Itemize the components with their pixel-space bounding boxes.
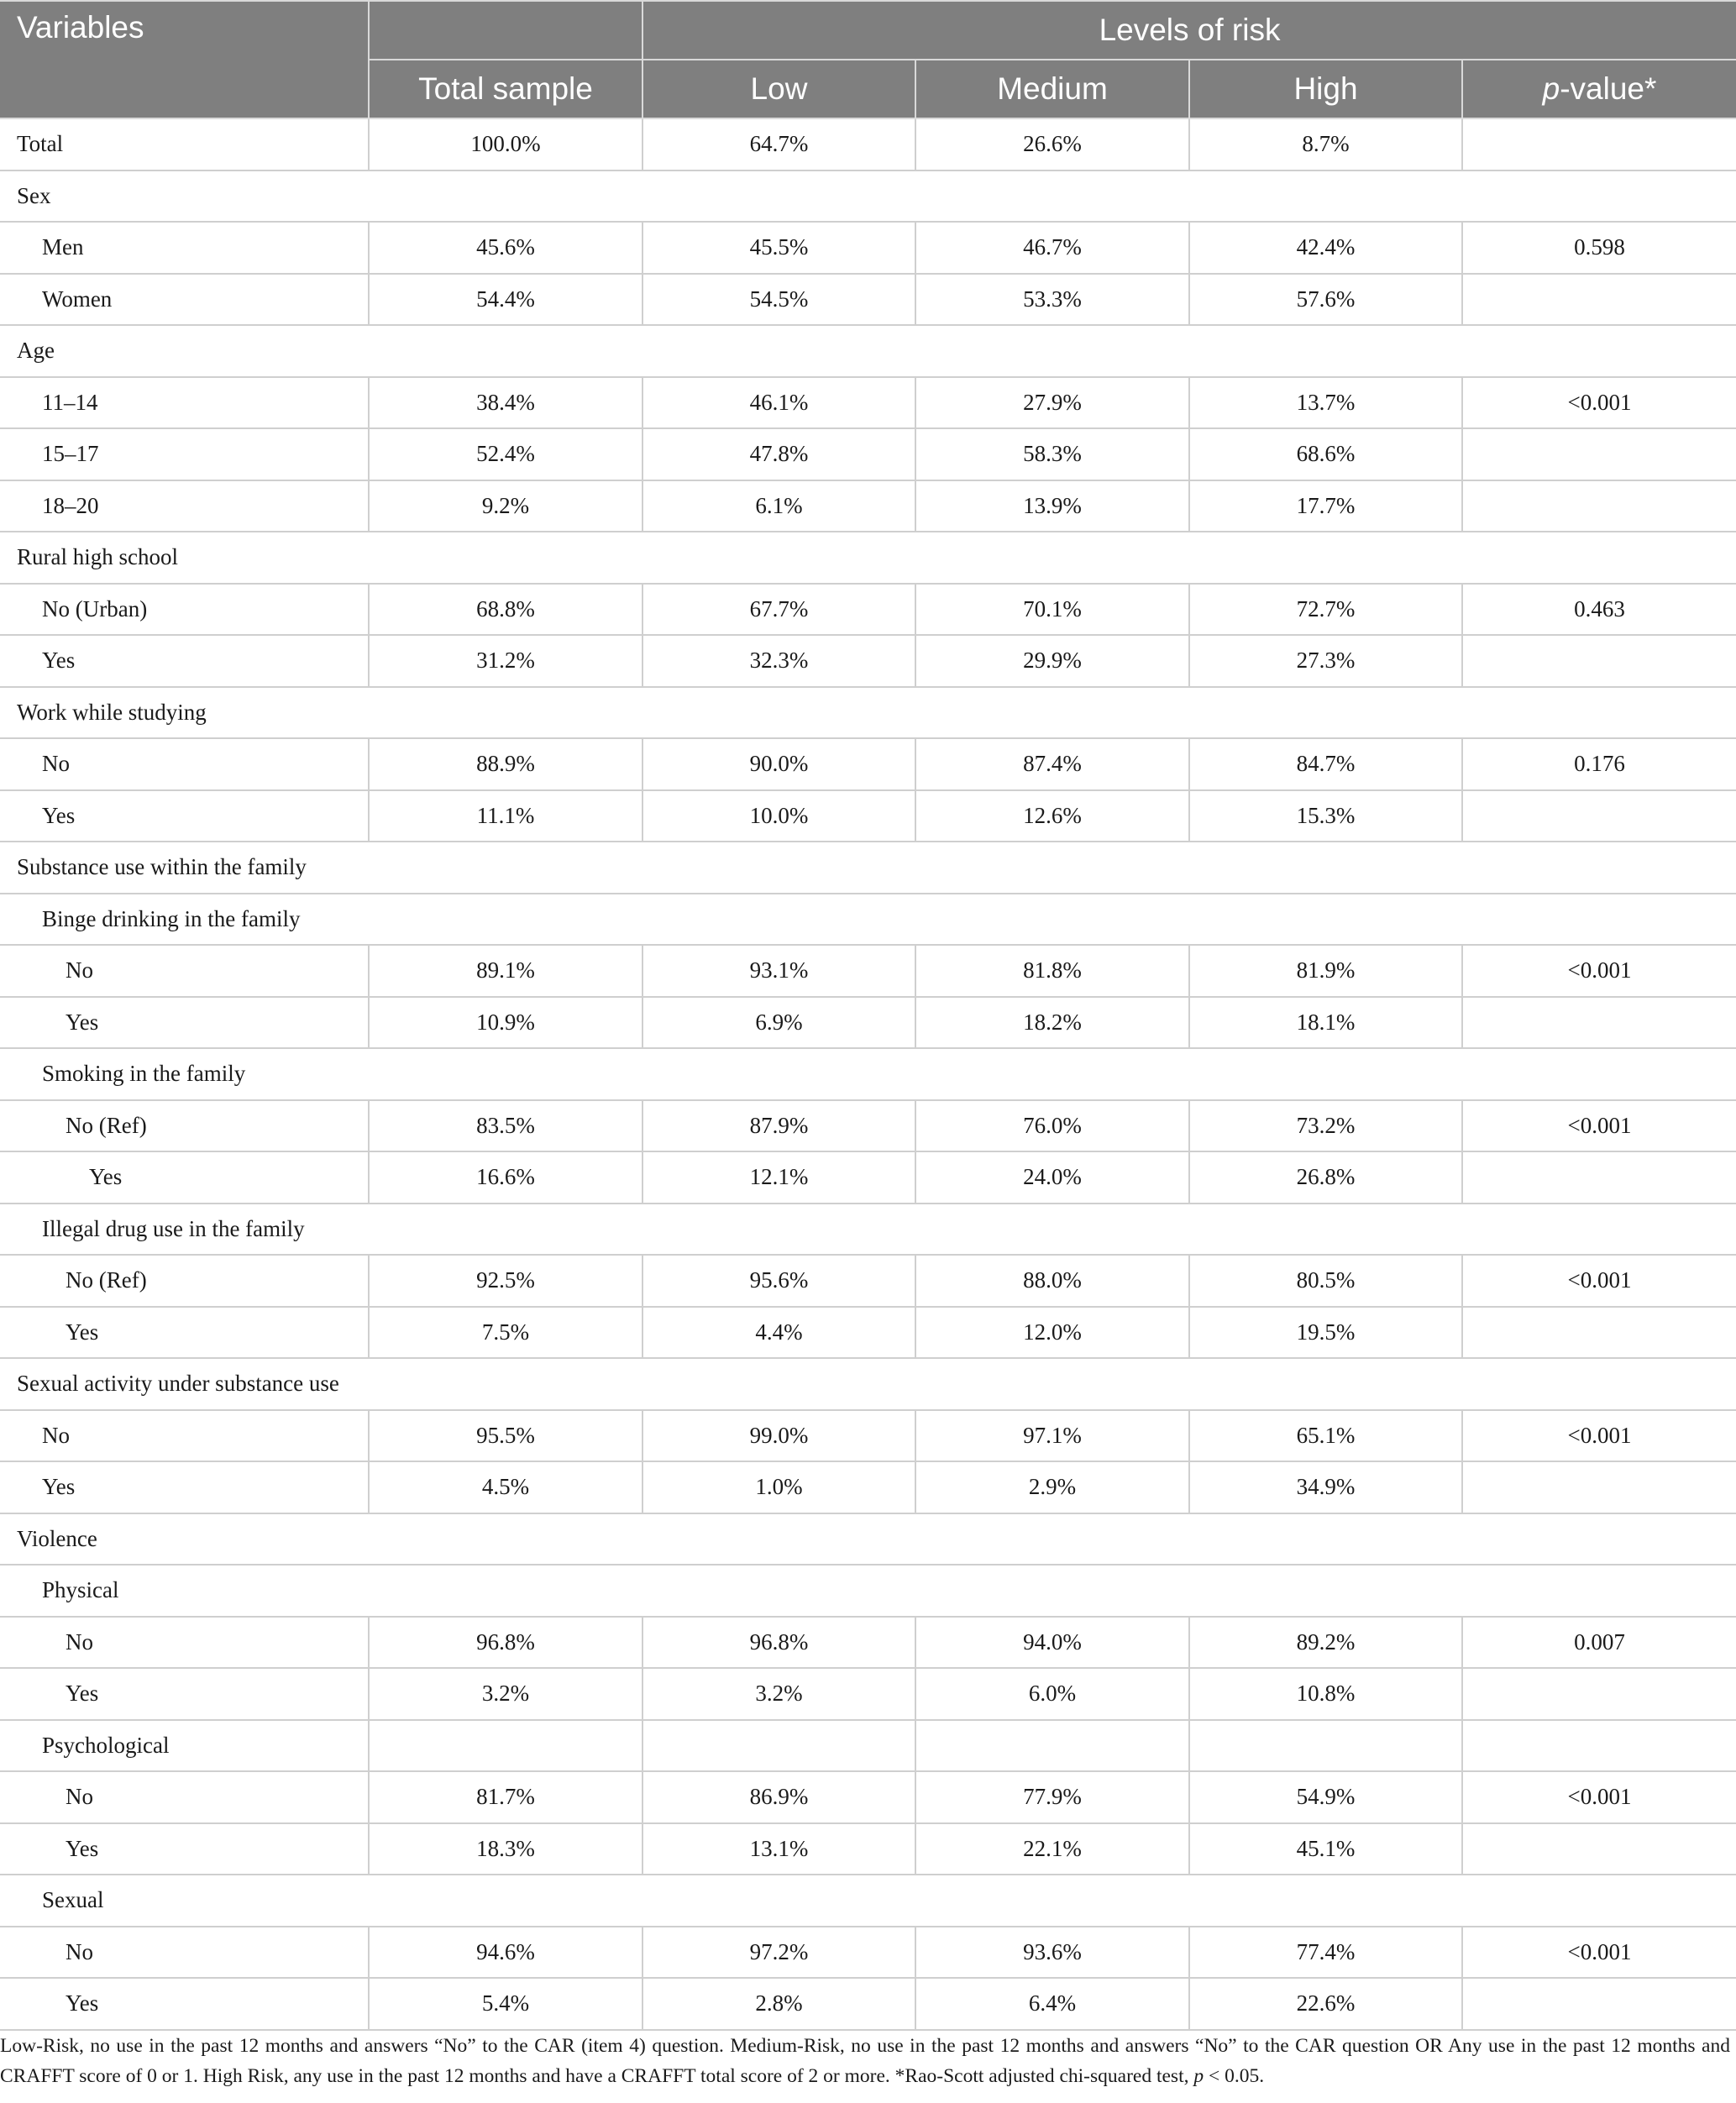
- cell-total: 100.0%: [369, 118, 642, 170]
- row-label: Yes: [0, 1978, 369, 2030]
- row-label: No: [0, 1771, 369, 1823]
- row-label: 11–14: [0, 377, 369, 429]
- table-row: [0, 1461, 1736, 1513]
- row-label: 18–20: [0, 480, 369, 532]
- cell-p-value: <0.001: [1462, 1927, 1736, 1979]
- cell-high: 42.4%: [1189, 222, 1462, 274]
- footnote-tail: < 0.05.: [1204, 2065, 1265, 2087]
- cell-total: 54.4%: [369, 274, 642, 326]
- row-label: No: [0, 1617, 369, 1669]
- cell-total: 88.9%: [369, 738, 642, 790]
- cell-p-value: [1462, 1978, 1736, 2030]
- cell-medium: 53.3%: [915, 274, 1189, 326]
- cell-low: 93.1%: [642, 945, 915, 997]
- cell-p-value: <0.001: [1462, 377, 1736, 429]
- cell-medium: 58.3%: [915, 428, 1189, 480]
- cell-p-value: <0.001: [1462, 1771, 1736, 1823]
- table-row: [0, 584, 1736, 636]
- cell-medium: 87.4%: [915, 738, 1189, 790]
- cell-low: 99.0%: [642, 1410, 915, 1462]
- cell-high: [1189, 1720, 1462, 1772]
- table-row: [0, 1151, 1736, 1204]
- cell-p-value: [1462, 790, 1736, 842]
- cell-low: 32.3%: [642, 635, 915, 687]
- row-label: Total: [0, 118, 369, 170]
- cell-p-value: [1462, 118, 1736, 170]
- table-row: [0, 1771, 1736, 1823]
- cell-total: 38.4%: [369, 377, 642, 429]
- header-p-italic: p: [1542, 71, 1560, 106]
- table-section-row: [0, 1048, 1736, 1100]
- cell-low: [642, 1720, 915, 1772]
- table-header: [0, 1, 1736, 118]
- cell-high: 27.3%: [1189, 635, 1462, 687]
- table-row: [0, 1255, 1736, 1307]
- cell-total: 89.1%: [369, 945, 642, 997]
- header-p-value: [1462, 60, 1736, 118]
- cell-low: 87.9%: [642, 1100, 915, 1152]
- table-row: [0, 377, 1736, 429]
- cell-medium: 12.0%: [915, 1307, 1189, 1359]
- row-label: Substance use within the family: [0, 842, 1736, 894]
- row-label: Yes: [0, 1307, 369, 1359]
- cell-low: 86.9%: [642, 1771, 915, 1823]
- cell-p-value: 0.463: [1462, 584, 1736, 636]
- cell-total: 94.6%: [369, 1927, 642, 1979]
- cell-p-value: <0.001: [1462, 1255, 1736, 1307]
- row-label: Men: [0, 222, 369, 274]
- cell-high: 18.1%: [1189, 997, 1462, 1049]
- cell-high: 10.8%: [1189, 1668, 1462, 1720]
- header-blank-cell: [369, 1, 642, 60]
- table-section-row: [0, 1875, 1736, 1927]
- cell-high: 84.7%: [1189, 738, 1462, 790]
- cell-medium: 24.0%: [915, 1151, 1189, 1204]
- table-section-row: [0, 1565, 1736, 1617]
- row-label: Yes: [0, 790, 369, 842]
- cell-p-value: [1462, 1151, 1736, 1204]
- cell-high: 15.3%: [1189, 790, 1462, 842]
- header-high: High: [1189, 60, 1462, 118]
- row-label: No: [0, 1410, 369, 1462]
- cell-p-value: [1462, 1307, 1736, 1359]
- table-row: [0, 1927, 1736, 1979]
- cell-medium: 88.0%: [915, 1255, 1189, 1307]
- cell-high: 89.2%: [1189, 1617, 1462, 1669]
- row-label: No (Urban): [0, 584, 369, 636]
- table-section-row: [0, 532, 1736, 584]
- row-label: Illegal drug use in the family: [0, 1204, 1736, 1256]
- cell-high: 17.7%: [1189, 480, 1462, 532]
- cell-medium: 27.9%: [915, 377, 1189, 429]
- cell-total: 83.5%: [369, 1100, 642, 1152]
- cell-high: 22.6%: [1189, 1978, 1462, 2030]
- cell-p-value: <0.001: [1462, 945, 1736, 997]
- table-body: [0, 118, 1736, 2030]
- cell-total: 92.5%: [369, 1255, 642, 1307]
- table-footnote: [0, 2031, 1730, 2091]
- cell-low: 1.0%: [642, 1461, 915, 1513]
- cell-medium: 13.9%: [915, 480, 1189, 532]
- header-total-sample: Total sample: [369, 60, 642, 118]
- cell-low: 13.1%: [642, 1823, 915, 1875]
- footnote-text: Low-Risk, no use in the past 12 months and answers “No” to the CAR (item 4) question. Medium-Risk, no use in the past 12 months and answers “No” to the CAR question OR Any use in the past 12 months and CRAFFT score of 0 or 1. High Risk, any use in the past 12 months and have a CRAFFT total score of 2 or more. *Rao-Scott adjusted chi-squared test,: [0, 2035, 1730, 2087]
- cell-high: 72.7%: [1189, 584, 1462, 636]
- row-label: Women: [0, 274, 369, 326]
- table-row: [0, 118, 1736, 170]
- cell-p-value: [1462, 1823, 1736, 1875]
- cell-high: 68.6%: [1189, 428, 1462, 480]
- cell-medium: 12.6%: [915, 790, 1189, 842]
- row-label: Yes: [0, 635, 369, 687]
- cell-p-value: [1462, 997, 1736, 1049]
- cell-low: 6.1%: [642, 480, 915, 532]
- cell-medium: 94.0%: [915, 1617, 1189, 1669]
- row-label: Sexual activity under substance use: [0, 1358, 1736, 1410]
- cell-p-value: [1462, 635, 1736, 687]
- table-row: [0, 274, 1736, 326]
- cell-medium: 70.1%: [915, 584, 1189, 636]
- table-row: [0, 790, 1736, 842]
- cell-total: 52.4%: [369, 428, 642, 480]
- cell-low: 95.6%: [642, 1255, 915, 1307]
- row-label: Binge drinking in the family: [0, 894, 1736, 946]
- row-label: No (Ref): [0, 1255, 369, 1307]
- cell-low: 64.7%: [642, 118, 915, 170]
- cell-low: 2.8%: [642, 1978, 915, 2030]
- row-label: Yes: [0, 1151, 369, 1204]
- row-label: Yes: [0, 1823, 369, 1875]
- cell-low: 90.0%: [642, 738, 915, 790]
- cell-low: 97.2%: [642, 1927, 915, 1979]
- cell-total: 45.6%: [369, 222, 642, 274]
- cell-high: 45.1%: [1189, 1823, 1462, 1875]
- table-section-row: [0, 842, 1736, 894]
- table-row: [0, 1978, 1736, 2030]
- cell-p-value: <0.001: [1462, 1100, 1736, 1152]
- table-row: [0, 997, 1736, 1049]
- cell-p-value: [1462, 480, 1736, 532]
- row-label: Psychological: [0, 1720, 369, 1772]
- row-label: Yes: [0, 1668, 369, 1720]
- table-row: [0, 635, 1736, 687]
- table-row: [0, 738, 1736, 790]
- table-row: [0, 945, 1736, 997]
- row-label: 15–17: [0, 428, 369, 480]
- cell-high: 13.7%: [1189, 377, 1462, 429]
- table-row: [0, 428, 1736, 480]
- cell-medium: 77.9%: [915, 1771, 1189, 1823]
- cell-total: 95.5%: [369, 1410, 642, 1462]
- cell-total: 68.8%: [369, 584, 642, 636]
- cell-medium: 93.6%: [915, 1927, 1189, 1979]
- cell-total: 10.9%: [369, 997, 642, 1049]
- table-section-row: [0, 894, 1736, 946]
- cell-high: 57.6%: [1189, 274, 1462, 326]
- cell-high: 54.9%: [1189, 1771, 1462, 1823]
- row-label: Rural high school: [0, 532, 1736, 584]
- cell-p-value: 0.007: [1462, 1617, 1736, 1669]
- cell-low: 3.2%: [642, 1668, 915, 1720]
- cell-low: 96.8%: [642, 1617, 915, 1669]
- cell-medium: 22.1%: [915, 1823, 1189, 1875]
- cell-high: 8.7%: [1189, 118, 1462, 170]
- row-label: No: [0, 738, 369, 790]
- header-p-rest: -value*: [1560, 71, 1657, 106]
- cell-total: 16.6%: [369, 1151, 642, 1204]
- cell-p-value: [1462, 428, 1736, 480]
- table-row: [0, 1617, 1736, 1669]
- cell-low: 67.7%: [642, 584, 915, 636]
- cell-p-value: [1462, 274, 1736, 326]
- table-row: [0, 480, 1736, 532]
- cell-total: 11.1%: [369, 790, 642, 842]
- header-medium: Medium: [915, 60, 1189, 118]
- cell-low: 6.9%: [642, 997, 915, 1049]
- table-row: [0, 1410, 1736, 1462]
- cell-medium: [915, 1720, 1189, 1772]
- table-section-row: [0, 325, 1736, 377]
- cell-total: [369, 1720, 642, 1772]
- table-row: [0, 1668, 1736, 1720]
- header-levels-of-risk: Levels of risk: [642, 1, 1736, 60]
- table-row: [0, 222, 1736, 274]
- cell-total: 3.2%: [369, 1668, 642, 1720]
- header-variables: Variables: [0, 1, 369, 118]
- cell-total: 31.2%: [369, 635, 642, 687]
- cell-low: 47.8%: [642, 428, 915, 480]
- cell-low: 12.1%: [642, 1151, 915, 1204]
- cell-medium: 6.0%: [915, 1668, 1189, 1720]
- cell-high: 81.9%: [1189, 945, 1462, 997]
- row-label: Yes: [0, 1461, 369, 1513]
- cell-high: 26.8%: [1189, 1151, 1462, 1204]
- header-low: Low: [642, 60, 915, 118]
- cell-medium: 29.9%: [915, 635, 1189, 687]
- table-section-row: [0, 1204, 1736, 1256]
- table-section-row: [0, 1358, 1736, 1410]
- cell-p-value: <0.001: [1462, 1410, 1736, 1462]
- cell-total: 4.5%: [369, 1461, 642, 1513]
- cell-high: 19.5%: [1189, 1307, 1462, 1359]
- table-section-row: [0, 687, 1736, 739]
- cell-p-value: [1462, 1461, 1736, 1513]
- row-label: Violence: [0, 1513, 1736, 1565]
- row-label: No: [0, 1927, 369, 1979]
- table-section-row: [0, 170, 1736, 223]
- cell-total: 9.2%: [369, 480, 642, 532]
- cell-high: 65.1%: [1189, 1410, 1462, 1462]
- footnote-p-italic: p: [1193, 2065, 1204, 2087]
- row-label: Yes: [0, 997, 369, 1049]
- cell-low: 46.1%: [642, 377, 915, 429]
- cell-high: 80.5%: [1189, 1255, 1462, 1307]
- cell-p-value: [1462, 1720, 1736, 1772]
- cell-total: 18.3%: [369, 1823, 642, 1875]
- row-label: No: [0, 945, 369, 997]
- cell-total: 7.5%: [369, 1307, 642, 1359]
- cell-p-value: 0.176: [1462, 738, 1736, 790]
- cell-medium: 6.4%: [915, 1978, 1189, 2030]
- row-label: Work while studying: [0, 687, 1736, 739]
- cell-total: 81.7%: [369, 1771, 642, 1823]
- cell-medium: 18.2%: [915, 997, 1189, 1049]
- cell-high: 73.2%: [1189, 1100, 1462, 1152]
- cell-medium: 97.1%: [915, 1410, 1189, 1462]
- row-label: Sexual: [0, 1875, 1736, 1927]
- cell-medium: 81.8%: [915, 945, 1189, 997]
- row-label: Smoking in the family: [0, 1048, 1736, 1100]
- cell-total: 5.4%: [369, 1978, 642, 2030]
- table-section-row: [0, 1513, 1736, 1565]
- row-label: Age: [0, 325, 1736, 377]
- cell-medium: 46.7%: [915, 222, 1189, 274]
- table-row: [0, 1307, 1736, 1359]
- cell-p-value: [1462, 1668, 1736, 1720]
- cell-low: 4.4%: [642, 1307, 915, 1359]
- cell-high: 77.4%: [1189, 1927, 1462, 1979]
- cell-p-value: 0.598: [1462, 222, 1736, 274]
- row-label: Sex: [0, 170, 1736, 223]
- cell-medium: 76.0%: [915, 1100, 1189, 1152]
- cell-low: 45.5%: [642, 222, 915, 274]
- table-row: [0, 1823, 1736, 1875]
- row-label: Physical: [0, 1565, 1736, 1617]
- table-row: [0, 1100, 1736, 1152]
- cell-low: 54.5%: [642, 274, 915, 326]
- cell-low: 10.0%: [642, 790, 915, 842]
- cell-medium: 26.6%: [915, 118, 1189, 170]
- table-row: [0, 1720, 1736, 1772]
- cell-medium: 2.9%: [915, 1461, 1189, 1513]
- cell-total: 96.8%: [369, 1617, 642, 1669]
- cell-high: 34.9%: [1189, 1461, 1462, 1513]
- row-label: No (Ref): [0, 1100, 369, 1152]
